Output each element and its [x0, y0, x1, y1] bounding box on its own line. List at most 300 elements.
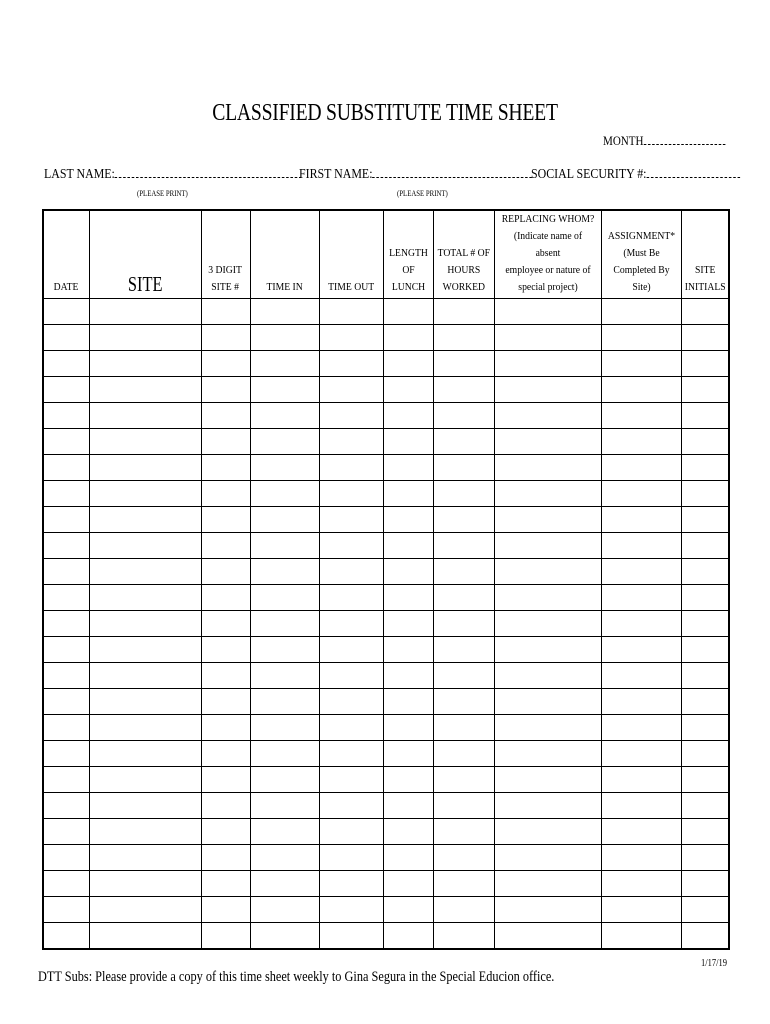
entry-cell[interactable]: [43, 533, 89, 559]
table-row: [43, 845, 729, 871]
entry-cell[interactable]: [681, 689, 729, 715]
entry-cell[interactable]: [43, 611, 89, 637]
entry-cell[interactable]: [433, 533, 494, 559]
entry-cell[interactable]: [494, 767, 601, 793]
table-row: [43, 507, 729, 533]
entry-cell[interactable]: [250, 637, 319, 663]
entry-cell[interactable]: [494, 559, 601, 585]
entry-cell[interactable]: [433, 663, 494, 689]
last-name-label: LAST NAME:: [44, 167, 115, 182]
entry-cell[interactable]: [250, 923, 319, 950]
entry-cell[interactable]: [494, 715, 601, 741]
entry-cell[interactable]: [250, 663, 319, 689]
last-name-line[interactable]: [115, 166, 302, 178]
entry-cell[interactable]: [250, 897, 319, 923]
please-print-note-first-name: (PLEASE PRINT): [397, 189, 448, 198]
entry-cell[interactable]: [681, 897, 729, 923]
entry-cell[interactable]: [433, 299, 494, 325]
entry-cell[interactable]: [250, 689, 319, 715]
entry-cell[interactable]: [383, 923, 433, 950]
entry-cell[interactable]: [494, 507, 601, 533]
entry-cell[interactable]: [319, 689, 383, 715]
entry-cell[interactable]: [89, 481, 201, 507]
entry-cell[interactable]: [201, 507, 250, 533]
entry-cell[interactable]: [383, 845, 433, 871]
entry-cell[interactable]: [681, 299, 729, 325]
entry-cell[interactable]: [383, 455, 433, 481]
entry-cell[interactable]: [43, 845, 89, 871]
entry-cell[interactable]: [383, 611, 433, 637]
entry-cell[interactable]: [433, 325, 494, 351]
entry-cell[interactable]: [201, 377, 250, 403]
entry-cell[interactable]: [494, 871, 601, 897]
entry-cell[interactable]: [681, 871, 729, 897]
entry-cell[interactable]: [601, 923, 681, 950]
entry-cell[interactable]: [319, 819, 383, 845]
entry-cell[interactable]: [681, 507, 729, 533]
entry-cell[interactable]: [433, 559, 494, 585]
entry-cell[interactable]: [433, 741, 494, 767]
entry-cell[interactable]: [494, 429, 601, 455]
entry-cell[interactable]: [250, 377, 319, 403]
entry-cell[interactable]: [601, 793, 681, 819]
entry-cell[interactable]: [433, 403, 494, 429]
entry-cell[interactable]: [383, 481, 433, 507]
entry-cell[interactable]: [681, 845, 729, 871]
entry-cell[interactable]: [43, 377, 89, 403]
entry-cell[interactable]: [681, 819, 729, 845]
entry-cell[interactable]: [201, 871, 250, 897]
first-name-label: FIRST NAME:: [299, 167, 373, 182]
table-row: [43, 689, 729, 715]
entry-cell[interactable]: [494, 819, 601, 845]
entry-cell[interactable]: [201, 663, 250, 689]
entry-cell[interactable]: [89, 793, 201, 819]
entry-cell[interactable]: [681, 663, 729, 689]
entry-cell[interactable]: [433, 923, 494, 950]
entry-cell[interactable]: [681, 767, 729, 793]
entry-cell[interactable]: [383, 793, 433, 819]
entry-cell[interactable]: [89, 897, 201, 923]
entry-cell[interactable]: [433, 455, 494, 481]
entry-cell[interactable]: [433, 351, 494, 377]
entry-cell[interactable]: [319, 663, 383, 689]
entry-cell[interactable]: [89, 325, 201, 351]
table-row: [43, 871, 729, 897]
entry-cell[interactable]: [494, 897, 601, 923]
entry-cell[interactable]: [383, 767, 433, 793]
entry-cell[interactable]: [201, 845, 250, 871]
entry-cell[interactable]: [383, 871, 433, 897]
entry-cell[interactable]: [319, 325, 383, 351]
entry-cell[interactable]: [601, 715, 681, 741]
entry-cell[interactable]: [601, 299, 681, 325]
entry-cell[interactable]: [433, 429, 494, 455]
entry-cell[interactable]: [681, 351, 729, 377]
entry-cell[interactable]: [601, 559, 681, 585]
entry-cell[interactable]: [383, 897, 433, 923]
entry-cell[interactable]: [43, 507, 89, 533]
entry-cell[interactable]: [383, 377, 433, 403]
entry-cell[interactable]: [201, 429, 250, 455]
entry-cell[interactable]: [319, 429, 383, 455]
entry-cell[interactable]: [43, 559, 89, 585]
entry-cell[interactable]: [494, 585, 601, 611]
entry-cell[interactable]: [383, 585, 433, 611]
entry-cell[interactable]: [601, 897, 681, 923]
entry-cell[interactable]: [601, 455, 681, 481]
entry-cell[interactable]: [319, 351, 383, 377]
entry-cell[interactable]: [89, 689, 201, 715]
entry-cell[interactable]: [383, 325, 433, 351]
entry-cell[interactable]: [601, 377, 681, 403]
table-row: [43, 585, 729, 611]
entry-cell[interactable]: [494, 637, 601, 663]
entry-cell[interactable]: [433, 507, 494, 533]
entry-cell[interactable]: [601, 689, 681, 715]
entry-cell[interactable]: [494, 923, 601, 950]
entry-cell[interactable]: [494, 377, 601, 403]
entry-cell[interactable]: [250, 403, 319, 429]
entry-cell[interactable]: [383, 533, 433, 559]
table-row: [43, 351, 729, 377]
table-header-row: [43, 210, 729, 299]
entry-cell[interactable]: [433, 611, 494, 637]
entry-cell[interactable]: [433, 897, 494, 923]
table-row: [43, 325, 729, 351]
entry-cell[interactable]: [201, 325, 250, 351]
entry-cell[interactable]: [319, 871, 383, 897]
header-site-number: 3 DIGIT SITE #: [201, 210, 250, 299]
header-assignment: ASSIGNMENT* (Must Be Completed By Site): [601, 210, 681, 299]
first-name-field[interactable]: [299, 166, 532, 183]
entry-cell[interactable]: [319, 793, 383, 819]
entry-cell[interactable]: [89, 637, 201, 663]
entry-cell[interactable]: [319, 637, 383, 663]
entry-cell[interactable]: [89, 923, 201, 950]
entry-cell[interactable]: [201, 637, 250, 663]
entry-cell[interactable]: [433, 767, 494, 793]
ssn-label: SOCIAL SECURITY #:: [531, 167, 647, 182]
entry-cell[interactable]: [89, 871, 201, 897]
month-field[interactable]: [603, 133, 725, 149]
entry-cell[interactable]: [43, 481, 89, 507]
entry-cell[interactable]: [89, 299, 201, 325]
entry-cell[interactable]: [201, 533, 250, 559]
entry-cell[interactable]: [601, 325, 681, 351]
table-row: [43, 741, 729, 767]
entry-cell[interactable]: [43, 351, 89, 377]
entry-cell[interactable]: [433, 689, 494, 715]
entry-cell[interactable]: [681, 585, 729, 611]
entry-cell[interactable]: [494, 845, 601, 871]
entry-cell[interactable]: [201, 715, 250, 741]
entry-cell[interactable]: [89, 585, 201, 611]
entry-cell[interactable]: [433, 637, 494, 663]
entry-cell[interactable]: [43, 819, 89, 845]
first-name-line[interactable]: [373, 166, 533, 178]
entry-cell[interactable]: [601, 507, 681, 533]
entry-cell[interactable]: [201, 923, 250, 950]
entry-cell[interactable]: [201, 611, 250, 637]
entry-cell[interactable]: [43, 403, 89, 429]
ssn-field[interactable]: [531, 166, 740, 183]
entry-cell[interactable]: [681, 533, 729, 559]
entry-cell[interactable]: [601, 429, 681, 455]
entry-cell[interactable]: [601, 533, 681, 559]
entry-cell[interactable]: [601, 611, 681, 637]
entry-cell[interactable]: [319, 507, 383, 533]
entry-cell[interactable]: [250, 715, 319, 741]
entry-cell[interactable]: [681, 611, 729, 637]
entry-cell[interactable]: [89, 429, 201, 455]
entry-cell[interactable]: [201, 819, 250, 845]
entry-cell[interactable]: [383, 637, 433, 663]
header-site-initials: SITE INITIALS: [681, 210, 729, 299]
entry-cell[interactable]: [43, 455, 89, 481]
entry-cell[interactable]: [43, 585, 89, 611]
entry-cell[interactable]: [494, 351, 601, 377]
entry-cell[interactable]: [383, 741, 433, 767]
entry-cell[interactable]: [89, 715, 201, 741]
entry-cell[interactable]: [601, 819, 681, 845]
entry-cell[interactable]: [250, 559, 319, 585]
entry-cell[interactable]: [250, 455, 319, 481]
entry-cell[interactable]: [383, 559, 433, 585]
entry-cell[interactable]: [383, 663, 433, 689]
entry-cell[interactable]: [89, 611, 201, 637]
entry-cell[interactable]: [89, 455, 201, 481]
month-line[interactable]: [644, 133, 726, 145]
entry-cell[interactable]: [319, 845, 383, 871]
table-row: [43, 533, 729, 559]
table-row: [43, 923, 729, 950]
entry-cell[interactable]: [601, 871, 681, 897]
entry-cell[interactable]: [433, 819, 494, 845]
document-title: CLASSIFIED SUBSTITUTE TIME SHEET: [212, 100, 558, 126]
entry-cell[interactable]: [201, 481, 250, 507]
entry-cell[interactable]: [494, 325, 601, 351]
header-time-in: TIME IN: [250, 210, 319, 299]
entry-cell[interactable]: [601, 767, 681, 793]
entry-cell[interactable]: [494, 689, 601, 715]
table-row: [43, 559, 729, 585]
entry-cell[interactable]: [681, 559, 729, 585]
entry-cell[interactable]: [250, 741, 319, 767]
entry-cell[interactable]: [494, 663, 601, 689]
entry-cell[interactable]: [433, 585, 494, 611]
entry-cell[interactable]: [250, 481, 319, 507]
entry-cell[interactable]: [681, 403, 729, 429]
entry-cell[interactable]: [89, 507, 201, 533]
entry-cell[interactable]: [201, 767, 250, 793]
entry-cell[interactable]: [201, 689, 250, 715]
entry-cell[interactable]: [681, 637, 729, 663]
entry-cell[interactable]: [43, 923, 89, 950]
entry-cell[interactable]: [681, 715, 729, 741]
table-row: [43, 377, 729, 403]
last-name-field[interactable]: [44, 166, 302, 183]
entry-cell[interactable]: [201, 403, 250, 429]
entry-cell[interactable]: [601, 585, 681, 611]
entry-cell[interactable]: [319, 767, 383, 793]
entry-cell[interactable]: [250, 585, 319, 611]
entry-cell[interactable]: [89, 559, 201, 585]
entry-cell[interactable]: [433, 715, 494, 741]
ssn-line[interactable]: [646, 166, 740, 178]
entry-cell[interactable]: [319, 299, 383, 325]
entry-cell[interactable]: [89, 403, 201, 429]
table-row: [43, 897, 729, 923]
entry-cell[interactable]: [250, 611, 319, 637]
entry-cell[interactable]: [201, 351, 250, 377]
entry-cell[interactable]: [319, 403, 383, 429]
entry-cell[interactable]: [494, 481, 601, 507]
entry-cell[interactable]: [681, 481, 729, 507]
entry-cell[interactable]: [201, 897, 250, 923]
entry-cell[interactable]: [433, 377, 494, 403]
entry-cell[interactable]: [383, 715, 433, 741]
entry-cell[interactable]: [494, 299, 601, 325]
entry-cell[interactable]: [319, 455, 383, 481]
entry-cell[interactable]: [319, 715, 383, 741]
entry-cell[interactable]: [319, 559, 383, 585]
entry-cell[interactable]: [201, 741, 250, 767]
please-print-note-last-name: (PLEASE PRINT): [137, 189, 188, 198]
entry-cell[interactable]: [601, 637, 681, 663]
entry-cell[interactable]: [494, 741, 601, 767]
entry-cell[interactable]: [433, 845, 494, 871]
entry-cell[interactable]: [319, 585, 383, 611]
entry-cell[interactable]: [494, 793, 601, 819]
entry-cell[interactable]: [89, 377, 201, 403]
entry-cell[interactable]: [43, 663, 89, 689]
entry-cell[interactable]: [250, 845, 319, 871]
header-replacing-whom: REPLACING WHOM? (Indicate name of absent employee or nature of special project): [494, 210, 601, 299]
entry-cell[interactable]: [494, 403, 601, 429]
entry-cell[interactable]: [43, 897, 89, 923]
entry-cell[interactable]: [681, 377, 729, 403]
entry-cell[interactable]: [383, 507, 433, 533]
table-row: [43, 637, 729, 663]
time-sheet-table: [42, 209, 730, 950]
entry-cell[interactable]: [89, 767, 201, 793]
entry-cell[interactable]: [433, 481, 494, 507]
entry-cell[interactable]: [319, 611, 383, 637]
entry-cell[interactable]: [601, 351, 681, 377]
entry-cell[interactable]: [201, 585, 250, 611]
header-site: SITE: [89, 210, 201, 299]
entry-cell[interactable]: [383, 403, 433, 429]
entry-cell[interactable]: [250, 429, 319, 455]
entry-cell[interactable]: [89, 819, 201, 845]
entry-cell[interactable]: [681, 793, 729, 819]
entry-cell[interactable]: [89, 741, 201, 767]
entry-cell[interactable]: [433, 871, 494, 897]
entry-cell[interactable]: [433, 793, 494, 819]
entry-cell[interactable]: [201, 793, 250, 819]
entry-cell[interactable]: [383, 689, 433, 715]
header-total-hours: TOTAL # OF HOURS WORKED: [433, 210, 494, 299]
footer-instructions: DTT Subs: Please provide a copy of this time sheet weekly to Gina Segura in the Special Educion office.: [38, 969, 555, 985]
entry-cell[interactable]: [383, 351, 433, 377]
entry-cell[interactable]: [601, 481, 681, 507]
entry-cell[interactable]: [250, 325, 319, 351]
entry-cell[interactable]: [681, 325, 729, 351]
entry-cell[interactable]: [201, 299, 250, 325]
entry-cell[interactable]: [43, 429, 89, 455]
entry-cell[interactable]: [250, 507, 319, 533]
table-row: [43, 429, 729, 455]
entry-cell[interactable]: [681, 429, 729, 455]
entry-cell[interactable]: [601, 845, 681, 871]
entry-cell[interactable]: [319, 897, 383, 923]
entry-cell[interactable]: [494, 533, 601, 559]
entry-cell[interactable]: [89, 845, 201, 871]
entry-cell[interactable]: [43, 767, 89, 793]
entry-cell[interactable]: [319, 923, 383, 950]
entry-cell[interactable]: [43, 299, 89, 325]
table-row: [43, 455, 729, 481]
entry-cell[interactable]: [601, 663, 681, 689]
entry-cell[interactable]: [250, 871, 319, 897]
table-row: [43, 611, 729, 637]
entry-cell[interactable]: [250, 819, 319, 845]
entry-cell[interactable]: [319, 481, 383, 507]
entry-cell[interactable]: [494, 455, 601, 481]
entry-cell[interactable]: [250, 793, 319, 819]
table-row: [43, 299, 729, 325]
entry-cell[interactable]: [43, 793, 89, 819]
table-row: [43, 819, 729, 845]
entry-cell[interactable]: [250, 533, 319, 559]
entry-cell[interactable]: [601, 403, 681, 429]
entry-cell[interactable]: [681, 923, 729, 950]
entry-cell[interactable]: [383, 819, 433, 845]
version-date: 1/17/19: [701, 958, 727, 969]
entry-cell[interactable]: [319, 741, 383, 767]
entry-cell[interactable]: [681, 741, 729, 767]
entry-cell[interactable]: [89, 533, 201, 559]
entry-cell[interactable]: [89, 351, 201, 377]
entry-cell[interactable]: [43, 325, 89, 351]
entry-cell[interactable]: [383, 299, 433, 325]
table-row: [43, 481, 729, 507]
entry-cell[interactable]: [383, 429, 433, 455]
entry-cell[interactable]: [319, 533, 383, 559]
entry-cell[interactable]: [89, 663, 201, 689]
entry-cell[interactable]: [43, 689, 89, 715]
table-row: [43, 793, 729, 819]
table-row: [43, 715, 729, 741]
entry-cell[interactable]: [319, 377, 383, 403]
entry-cell[interactable]: [201, 559, 250, 585]
entry-cell[interactable]: [601, 741, 681, 767]
entry-cell[interactable]: [43, 741, 89, 767]
header-time-out: TIME OUT: [319, 210, 383, 299]
entry-cell[interactable]: [43, 715, 89, 741]
entry-cell[interactable]: [201, 455, 250, 481]
entry-cell[interactable]: [250, 767, 319, 793]
entry-cell[interactable]: [43, 871, 89, 897]
entry-cell[interactable]: [681, 455, 729, 481]
entry-cell[interactable]: [250, 351, 319, 377]
entry-cell[interactable]: [250, 299, 319, 325]
entry-cell[interactable]: [43, 637, 89, 663]
entry-cell[interactable]: [494, 611, 601, 637]
table-row: [43, 403, 729, 429]
header-date: DATE: [43, 210, 89, 299]
